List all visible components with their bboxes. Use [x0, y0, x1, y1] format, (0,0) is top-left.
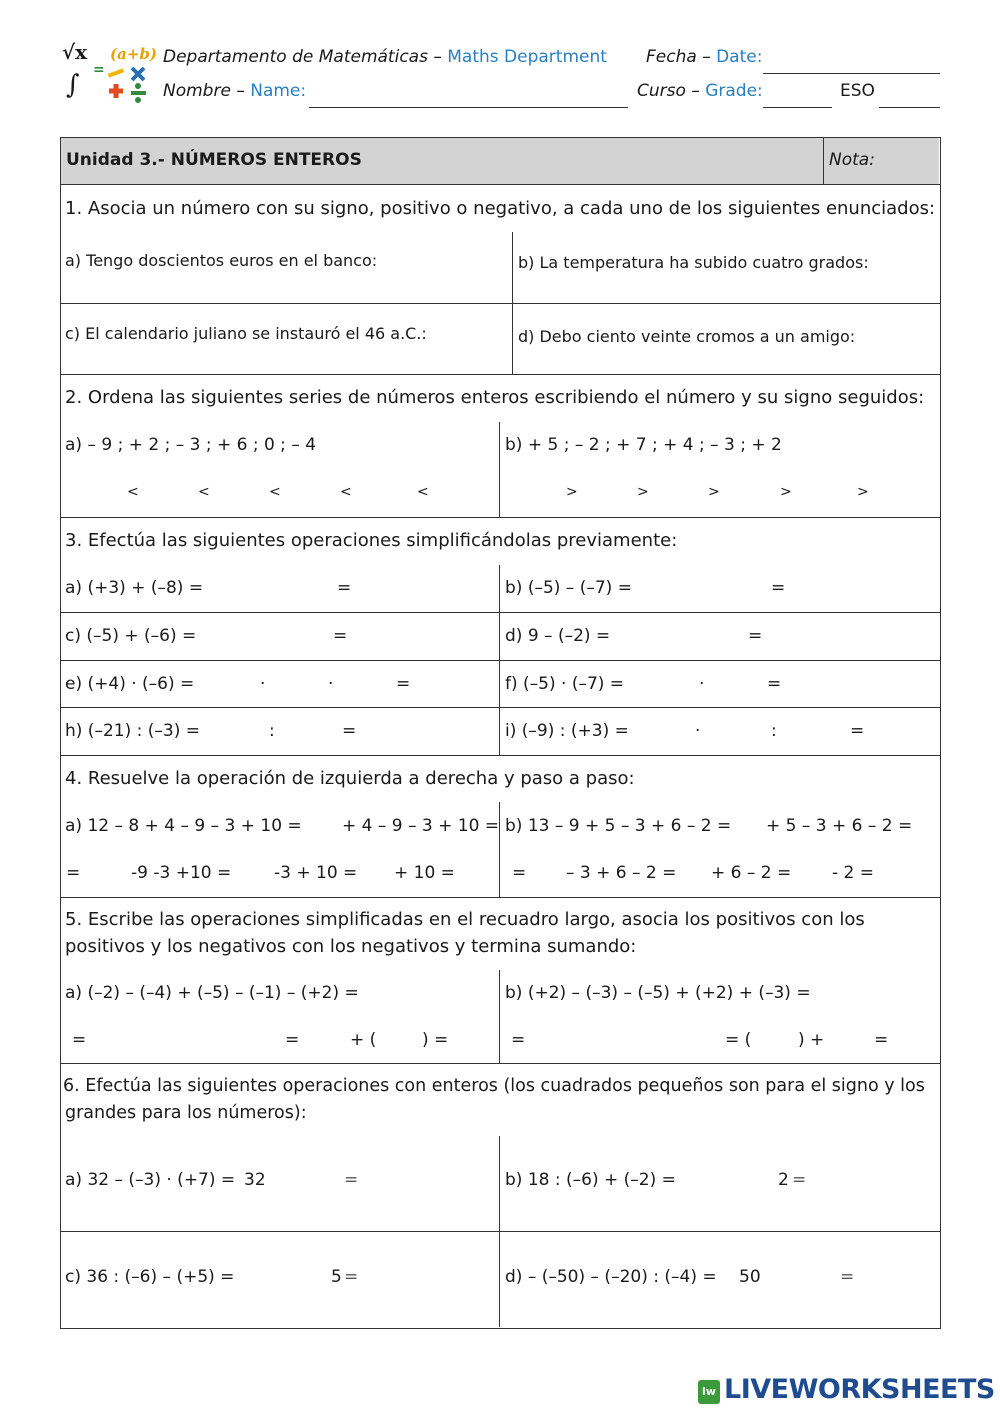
q3-e-sign[interactable]	[203, 672, 255, 694]
q3-d-result[interactable]	[766, 624, 934, 646]
q5-a-eq-2: =	[285, 1030, 300, 1050]
q3-h-dividend[interactable]	[208, 719, 266, 741]
q6-b-sign-box-1[interactable]	[685, 1170, 700, 1190]
unit-title: Unidad 3.- NÚMEROS ENTEROS	[66, 150, 362, 170]
q3-bottom-border	[60, 755, 940, 756]
grade-underline	[763, 107, 832, 108]
group-input[interactable]	[879, 84, 939, 106]
liveworksheets-badge	[698, 1380, 720, 1404]
q6-c-eq: =	[344, 1267, 359, 1287]
q3-e-result[interactable]	[414, 672, 492, 694]
integral-symbol: ∫	[66, 70, 80, 100]
q4-a-result[interactable]	[452, 861, 494, 883]
q3-f-sign[interactable]	[634, 672, 696, 694]
q3-i-eq: =	[850, 721, 865, 741]
q6-b-expression: b) 18 : (–6) + (–2) =	[505, 1170, 676, 1190]
department-spanish: Departamento de Matemáticas	[163, 47, 428, 67]
q3-h-result[interactable]	[360, 719, 492, 741]
q5-bottom-border	[60, 1063, 940, 1064]
q3-d-step[interactable]	[618, 624, 742, 646]
q3-a-expression: a) (+3) + (–8) =	[65, 578, 204, 598]
q6-d-expression: d) – (–50) – (–20) : (–4) =	[505, 1267, 717, 1287]
course-separator: –	[691, 81, 700, 101]
q2-a-lt-5: <	[417, 484, 429, 500]
q5-a-plus-open: + (	[350, 1030, 377, 1050]
q2-b-gt-1: >	[566, 484, 578, 500]
q3-h-expression: h) (–21) : (–3) =	[65, 721, 200, 741]
q4-b-blank-4[interactable]	[790, 861, 830, 883]
q2-a-slot-3[interactable]	[208, 481, 268, 503]
date-spanish: Fecha	[646, 47, 697, 67]
q1-row-divider	[60, 303, 940, 304]
q6-d-result-box[interactable]	[858, 1249, 906, 1307]
q2-b-slot-2[interactable]	[576, 481, 636, 503]
q3-e-factor-2[interactable]	[338, 672, 392, 694]
q3-f-dot: ·	[699, 674, 705, 694]
q4-a-step-3: -3 + 10 =	[274, 863, 358, 883]
q3-c-eq: =	[333, 626, 348, 646]
liveworksheets-badge-text: lw	[702, 1385, 716, 1398]
q3-e-dot-1: ·	[260, 674, 266, 694]
q3-h-colon: :	[269, 721, 275, 741]
q2-bottom-border	[60, 517, 940, 518]
q2-b-slot-6[interactable]	[868, 481, 934, 503]
date-underline	[763, 73, 940, 74]
q4-a-blank-3[interactable]	[232, 861, 272, 883]
q3-e-factor-1[interactable]	[270, 672, 324, 694]
a-plus-b-symbol: (a+b)	[110, 45, 157, 63]
q4-a-step-1: + 4 – 9 – 3 + 10 =	[342, 816, 500, 836]
q2-a-slot-1[interactable]	[68, 481, 126, 503]
q6-prompt-line-1: 6. Efectúa las siguientes operaciones con enteros (los cuadrados pequeños son para el signo y los	[63, 1076, 925, 1096]
q3-c-step[interactable]	[203, 624, 327, 646]
q3-e-eq: =	[396, 674, 411, 694]
q3-d-expression: d) 9 – (–2) =	[505, 626, 611, 646]
department-separator: –	[433, 47, 442, 67]
q3-c-result[interactable]	[352, 624, 492, 646]
q2-b-gt-4: >	[780, 484, 792, 500]
q6-d-eq: =	[840, 1267, 855, 1287]
q4-prompt: 4. Resuelve la operación de izquierda a derecha y paso a paso:	[65, 768, 635, 789]
q4-b-blank-2[interactable]	[526, 861, 564, 883]
q2-a-slot-5[interactable]	[350, 481, 416, 503]
q5-prompt-line-2: positivos y los negativos con los negativos y termina sumando:	[65, 936, 637, 957]
q4-a-expression: a) 12 – 8 + 4 – 9 – 3 + 10 =	[65, 816, 302, 836]
name-separator: –	[236, 81, 245, 101]
q4-b-blank-3[interactable]	[672, 861, 708, 883]
q2-b-series: b) + 5 ; – 2 ; + 7 ; + 4 ; – 3 ; + 2	[505, 435, 782, 455]
q2-b-slot-3[interactable]	[647, 481, 707, 503]
q2-a-lt-3: <	[269, 484, 281, 500]
sqrt-x-symbol: √x	[62, 40, 88, 64]
q4-b-step-3: + 6 – 2 =	[711, 863, 792, 883]
q5-prompt-line-1: 5. Escribe las operaciones simplificadas en el recuadro largo, asocia los positivos con los	[65, 909, 865, 930]
q2-b-slot-4[interactable]	[718, 481, 778, 503]
q3-c-expression: c) (–5) + (–6) =	[65, 626, 197, 646]
name-spanish: Nombre	[163, 81, 231, 101]
q3-a-result[interactable]	[354, 576, 492, 598]
q4-a-blank-1[interactable]	[296, 814, 338, 836]
q4-b-blank-1[interactable]	[728, 814, 764, 836]
q3-a-eq: =	[337, 578, 352, 598]
q6-c-number-box[interactable]	[255, 1249, 303, 1307]
q4-b-expression: b) 13 – 9 + 5 – 3 + 6 – 2 =	[505, 816, 732, 836]
q2-a-slot-2[interactable]	[137, 481, 197, 503]
q5-a-expression: a) (–2) – (–4) + (–5) – (–1) – (+2) =	[65, 983, 359, 1003]
q3-i-expression: i) (–9) : (+3) =	[505, 721, 629, 741]
q1-b-answer-box[interactable]	[884, 240, 927, 292]
name-label	[163, 81, 306, 101]
q5-b-eq-1: =	[511, 1030, 526, 1050]
date-english: Date:	[716, 47, 763, 67]
q6-b-number-box[interactable]	[702, 1153, 750, 1211]
q2-a-slot-6[interactable]	[428, 481, 494, 503]
q5-a-result[interactable]	[448, 1028, 494, 1050]
q3-h-divisor[interactable]	[280, 719, 338, 741]
q4-b-step-1: + 5 – 3 + 6 – 2 =	[766, 816, 913, 836]
q3-b-step[interactable]	[640, 576, 766, 598]
group-underline	[879, 107, 940, 108]
q3-d-eq: =	[748, 626, 763, 646]
q6-d-sign-box-2[interactable]	[766, 1266, 781, 1286]
q3-i-dividend[interactable]	[706, 719, 768, 741]
q6-b-sign-box-2[interactable]	[757, 1170, 772, 1190]
q2-prompt: 2. Ordena las siguientes series de números enteros escribiendo el número y su signo seguidos:	[65, 387, 925, 408]
q5-b-close-plus: ) +	[798, 1030, 825, 1050]
liveworksheets-brand: LIVEWORKSHEETS	[724, 1374, 995, 1405]
q3-e-dot-2: ·	[328, 674, 334, 694]
q3-row-divider-2	[60, 660, 940, 661]
q6-a-sign-box[interactable]	[270, 1170, 285, 1190]
date-label	[646, 47, 762, 67]
q6-a-expression: a) 32 – (–3) · (+7) =	[65, 1170, 236, 1190]
q6-b-eq: =	[792, 1170, 807, 1190]
q1-prompt: 1. Asocia un número con su signo, positivo o negativo, a cada uno de los siguientes enunciados:	[65, 198, 936, 219]
date-input[interactable]	[763, 50, 939, 72]
q5-b-result[interactable]	[890, 1028, 934, 1050]
q5-column-divider	[499, 970, 500, 1063]
q6-c-result-box[interactable]	[362, 1249, 410, 1307]
q1-b-text: b) La temperatura ha subido cuatro grados:	[518, 253, 869, 272]
q2-column-divider	[499, 422, 500, 517]
q3-h-eq: =	[342, 721, 357, 741]
q1-a-text: a) Tengo doscientos euros en el banco:	[65, 251, 378, 270]
q6-b-result-box[interactable]	[810, 1153, 858, 1211]
q5-a-simplified-box[interactable]	[88, 1028, 280, 1050]
q3-row-divider-3	[60, 707, 940, 708]
grade-input[interactable]	[763, 84, 831, 106]
q3-i-sign[interactable]	[636, 719, 692, 741]
q5-a-close-eq: ) =	[422, 1030, 449, 1050]
q1-bottom-border	[60, 374, 940, 375]
q5-b-eq-2: =	[874, 1030, 889, 1050]
q2-b-gt-2: >	[637, 484, 649, 500]
q3-i-result[interactable]	[868, 719, 934, 741]
nota-label: Nota:	[829, 150, 875, 170]
q3-i-divisor[interactable]	[782, 719, 846, 741]
q1-d-answer-box[interactable]	[872, 309, 927, 365]
name-input[interactable]	[309, 84, 627, 106]
q5-b-eq-open: = (	[725, 1030, 752, 1050]
q1-d-text: d) Debo ciento veinte cromos a un amigo:	[518, 327, 856, 346]
q3-i-colon: :	[771, 721, 777, 741]
q6-c-number: 5	[331, 1267, 342, 1287]
q6-a-first-number: 32	[244, 1170, 266, 1190]
q6-c-sign-box-2[interactable]	[310, 1266, 325, 1286]
eso-label: ESO	[840, 81, 875, 101]
equals-symbol: =	[93, 62, 105, 78]
q5-a-eq-1: =	[72, 1030, 87, 1050]
q4-bottom-border	[60, 897, 940, 898]
q4-a-blank-4[interactable]	[356, 861, 392, 883]
name-underline	[309, 107, 628, 108]
q2-a-slot-4[interactable]	[279, 481, 339, 503]
q6-a-result-box[interactable]	[362, 1153, 410, 1211]
department-label	[163, 47, 607, 67]
operators-icon	[104, 64, 154, 104]
q4-b-step-2: – 3 + 6 – 2 =	[566, 863, 677, 883]
q1-c-text: c) El calendario juliano se instauró el 46 a.C.:	[65, 324, 427, 343]
q6-d-number: 50	[739, 1267, 761, 1287]
q4-a-step-4: + 10 =	[394, 863, 455, 883]
nota-divider	[823, 138, 824, 184]
q3-e-expression: e) (+4) · (–6) =	[65, 674, 195, 694]
q3-f-result[interactable]	[786, 672, 934, 694]
q6-d-sign-box-1[interactable]	[721, 1266, 736, 1286]
q6-a-eq: =	[344, 1170, 359, 1190]
name-english: Name:	[250, 81, 307, 101]
course-english: Grade:	[705, 81, 763, 101]
q2-b-gt-5: >	[857, 484, 869, 500]
q5-a-negatives[interactable]	[376, 1028, 420, 1050]
q6-b-number: 2	[778, 1170, 789, 1190]
q6-d-number-box[interactable]	[787, 1249, 835, 1307]
q4-b-result[interactable]	[876, 861, 934, 883]
q4-column-divider	[499, 802, 500, 897]
q4-a-blank-2[interactable]	[80, 861, 128, 883]
q3-b-expression: b) (–5) – (–7) =	[505, 578, 632, 598]
q5-b-simplified-box[interactable]	[528, 1028, 718, 1050]
date-separator: –	[702, 47, 711, 67]
q2-b-slot-1[interactable]	[505, 481, 563, 503]
q1-a-answer-box[interactable]	[396, 241, 458, 291]
q2-b-slot-5[interactable]	[790, 481, 854, 503]
q4-b-eq: =	[512, 863, 527, 883]
q1-c-answer-box[interactable]	[454, 312, 497, 364]
grade-label	[637, 81, 763, 101]
department-english: Maths Department	[447, 47, 607, 67]
course-spanish: Curso	[637, 81, 686, 101]
q6-a-number-box[interactable]	[292, 1153, 340, 1211]
q5-a-positives[interactable]	[301, 1028, 347, 1050]
q5-b-expression: b) (+2) – (–3) – (–5) + (+2) + (–3) =	[505, 983, 811, 1003]
q3-i-dot: ·	[695, 721, 701, 741]
q4-a-step-2: -9 -3 +10 =	[131, 863, 232, 883]
q3-b-result[interactable]	[790, 576, 934, 598]
q4-b-step-4: - 2 =	[832, 863, 875, 883]
q6-c-sign-box-1[interactable]	[238, 1266, 253, 1286]
q3-f-factor[interactable]	[710, 672, 764, 694]
q5-b-negatives[interactable]	[824, 1028, 870, 1050]
unit-header-divider	[60, 184, 940, 185]
q2-a-lt-4: <	[340, 484, 352, 500]
q5-b-positives[interactable]	[750, 1028, 796, 1050]
q3-f-expression: f) (–5) · (–7) =	[505, 674, 625, 694]
q6-prompt-line-2: grandes para los números):	[65, 1103, 307, 1123]
q3-b-eq: =	[771, 578, 786, 598]
q2-a-lt-1: <	[127, 484, 139, 500]
q3-a-step[interactable]	[205, 576, 329, 598]
q3-f-eq: =	[767, 674, 782, 694]
q2-b-gt-3: >	[708, 484, 720, 500]
q3-row-divider-1	[60, 612, 940, 613]
q2-a-lt-2: <	[198, 484, 210, 500]
q3-prompt: 3. Efectúa las siguientes operaciones simplificándolas previamente:	[65, 530, 678, 551]
q6-row-divider	[60, 1231, 940, 1232]
q2-a-series: a) – 9 ; + 2 ; – 3 ; + 6 ; 0 ; – 4	[65, 435, 317, 455]
q4-a-eq: =	[66, 863, 81, 883]
q6-c-expression: c) 36 : (–6) – (+5) =	[65, 1267, 235, 1287]
